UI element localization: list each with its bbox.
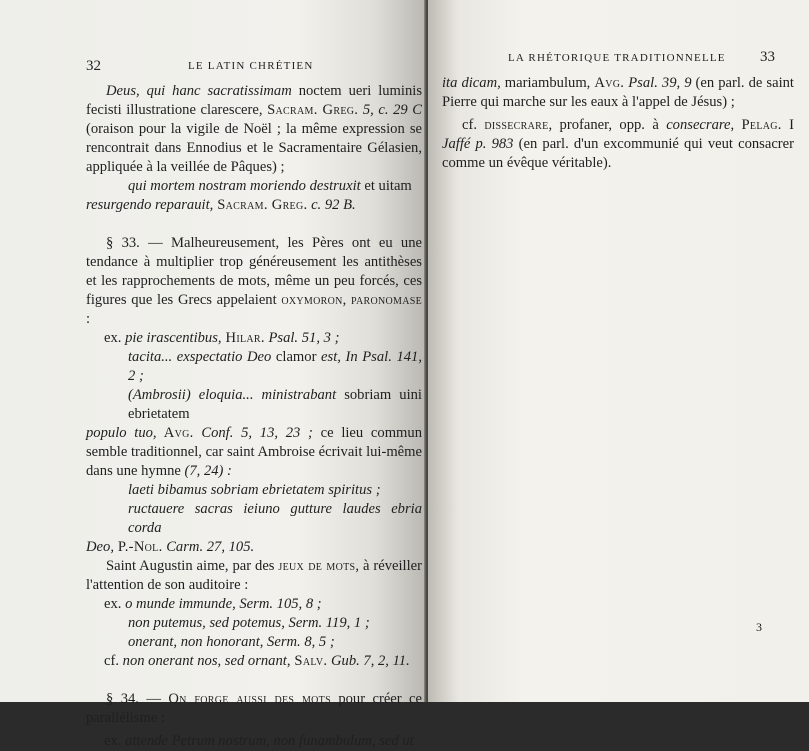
augustin-cf: cf. non onerant nos, sed ornant, Salv. Gub. 7, 2, 11. bbox=[104, 653, 410, 669]
signature-mark: 3 bbox=[756, 620, 762, 634]
section-34: § 34. — On forge aussi des mots pour créer ce parallélisme : bbox=[86, 691, 422, 726]
verse-line-2: ructauere sacras ieiuno gutture laudes ebria corda bbox=[128, 501, 422, 536]
paragraph-qui-mortem: qui mortem nostram moriendo destruxit et uitam bbox=[128, 178, 412, 194]
left-page-body bbox=[86, 82, 422, 751]
augustin-example-2: non putemus, sed potemus, Serm. 119, 1 ; bbox=[128, 615, 370, 631]
example-ambrosii-cont: populo tuo, Avg. Conf. 5, 13, 23 ; ce lieu commun semble traditionnel, car saint Ambroise écrivait lui-même dans une hymne (7, 24) : bbox=[86, 425, 423, 479]
page-number-right: 33 bbox=[760, 49, 775, 65]
section-33: § 33. — Malheureusement, les Pères ont eu une tendance à multiplier trop généreusement les antithèses et les rapprochements de mots, même un peu forcés, ces figures que les Grecs appelaient oxymoron, paronomase : bbox=[86, 235, 422, 327]
example-funambulum: ex. attende Petrum nostrum, non funambulum, sed ut bbox=[104, 733, 414, 749]
running-head-left: LE LATIN CHRÉTIEN bbox=[188, 60, 314, 72]
page-number-left: 32 bbox=[86, 58, 101, 74]
verse-line-3: Deo, P.-Nol. Carm. 27, 105. bbox=[86, 539, 255, 555]
running-head-right: LA RHÉTORIQUE TRADITIONNELLE bbox=[508, 52, 726, 64]
right-page bbox=[428, 0, 809, 702]
paragraph-mariambulum: ita dicam, mariambulum, Avg. Psal. 39, 9 (en parl. de saint Pierre qui marche sur les eaux à l'appel de Jésus) ; bbox=[442, 75, 794, 110]
paragraph-deus: Deus, qui hanc sacratissimam noctem ueri luminis fecisti illustratione clarescere, Sacram. Greg. 5, c. 29 C (oraison pour la vigile de Noël ; la même expression se rencontrait dans Ennodius et le Sacramentaire Gélasien, appliquée à la veillée de Pâques) ; bbox=[86, 83, 422, 175]
right-page-body bbox=[442, 74, 794, 173]
augustin-example-3: onerant, non honorant, Serm. 8, 5 ; bbox=[128, 634, 335, 650]
paragraph-dissecrare: cf. dissecrare, profaner, opp. à consecrare, Pelag. I Jaffé p. 983 (en parl. d'un excommunié qui veut consacrer comme un évêque véritable). bbox=[442, 117, 794, 171]
paragraph-augustin: Saint Augustin aime, par des jeux de mots, à réveiller l'attention de son auditoire : bbox=[86, 558, 422, 593]
augustin-example-1: ex. o munde immunde, Serm. 105, 8 ; bbox=[104, 596, 322, 612]
example-tacita: tacita... exspectatio Deo clamor est, In Psal. 141, 2 ; bbox=[128, 349, 422, 384]
verse-line-1: laeti bibamus sobriam ebrietatem spiritus ; bbox=[128, 482, 381, 498]
example-ambrosii: (Ambrosii) eloquia... ministrabant sobriam uini ebrietatem bbox=[128, 387, 422, 422]
paragraph-qui-mortem-cont: resurgendo reparauit, Sacram. Greg. c. 92 B. bbox=[86, 197, 356, 213]
example-hilar: ex. pie irascentibus, Hilar. Psal. 51, 3 ; bbox=[104, 330, 340, 346]
